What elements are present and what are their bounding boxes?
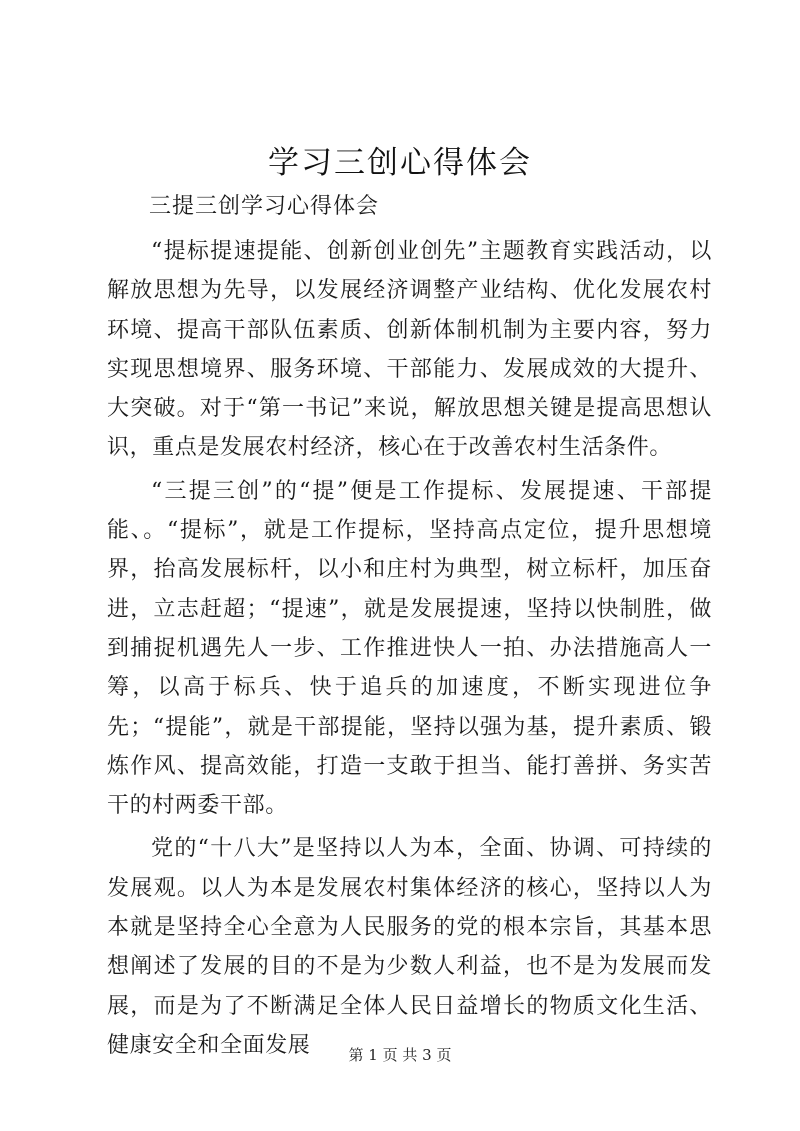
paragraph: 党的“十八大”是坚持以人为本，全面、协调、可持续的发展观。以人为本是发展农村集体经济的核心，坚持以人为本就是坚持全心全意为人民服务的党的根本宗旨，其基本思想阐述了发展的目的不是为少数人利益，也不是为发展而发展，而是为了不断满足全体人民日益增长的物质文化生活、健康安全和全面发展 [107,836,712,1058]
paragraph: “提标提速提能、创新创业创先”主题教育实践活动，以解放思想为先导，以发展经济调整产业结构、优化发展农村环境、提高干部队伍素质、创新体制机制为主要内容，努力实现思想境界、服务环境、干部能力、发展成效的大提升、大突破。对于“第一书记”来说，解放思想关键是提高思想认识，重点是发展农村经济，核心在于改善农村生活条件。 [107,239,712,461]
document-title: 学习三创心得体会 [268,145,532,181]
paragraph: “三提三创”的“提”便是工作提标、发展提速、干部提能、。“提标”，就是工作提标，坚持高点定位，提升思想境界，抬高发展标杆，以小和庄村为典型，树立标杆，加压奋进，立志赶超；“提速”，就是发展提速，坚持以快制胜，做到捕捉机遇先人一步、工作推进快人一拍、办法措施高人一筹，以高于标兵、快于追兵的加速度，不断实现进位争先；“提能”，就是干部提能，坚持以强为基，提升素质、锻炼作风、提高效能，打造一支敢于担当、能打善拼、务实苦干的村两委干部。 [107,478,712,819]
document-subtitle: 三提三创学习心得体会 [149,194,380,219]
document-body [107,232,712,1069]
page-footer: 第 1 页 共 3 页 [348,1046,452,1064]
